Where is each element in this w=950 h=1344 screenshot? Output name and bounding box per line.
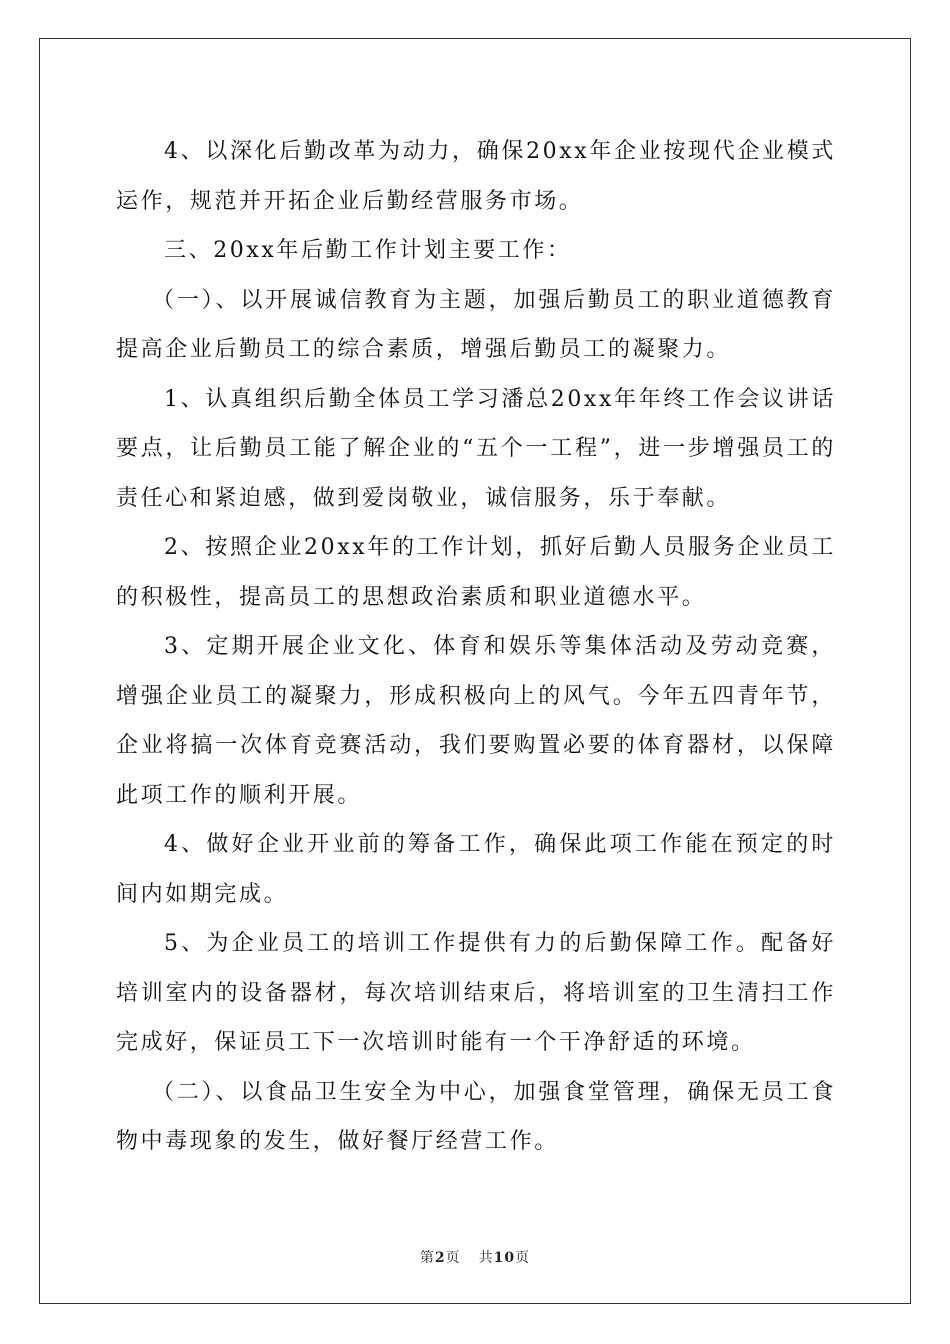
subsection-heading: （一）、以开展诚信教育为主题，加强后勤员工的职业道德教育提高企业后勤员工的综合素质，增强后勤员工的凝聚力。 <box>116 287 836 362</box>
paragraph: 4、做好企业开业前的筹备工作，确保此项工作能在预定的时间内如期完成。 <box>116 832 836 907</box>
total-suffix: 页 <box>515 1250 531 1266</box>
paragraph: 1、认真组织后勤全体员工学习潘总20xx年年终工作会议讲话要点，让后勤员工能了解企业的“五个一工程”，进一步增强员工的责任心和紧迫感，做到爱岗敬业，诚信服务，乐于奉献。 <box>116 386 836 511</box>
total-pages-number: 10 <box>493 1250 516 1266</box>
section-heading: 三、20xx年后勤工作计划主要工作： <box>164 238 572 263</box>
page-prefix: 第 <box>419 1250 435 1266</box>
document-body <box>116 127 836 1167</box>
paragraph: 5、为企业员工的培训工作提供有力的后勤保障工作。配备好培训室内的设备器材，每次培训结束后，将培训室的卫生清扫工作完成好，保证员工下一次培训时能有一个干净舒适的环境。 <box>116 931 836 1055</box>
paragraph: 3、定期开展企业文化、体育和娱乐等集体活动及劳动竞赛，增强企业员工的凝聚力，形成积极向上的风气。今年五四青年节，企业将搞一次体育竞赛活动，我们要购置必要的体育器材，以保障此项工作的顺利开展。 <box>116 634 836 808</box>
current-page-number: 2 <box>434 1250 446 1266</box>
paragraph: 2、按照企业20xx年的工作计划，抓好后勤人员服务企业员工的积极性，提高员工的思想政治素质和职业道德水平。 <box>116 535 836 610</box>
page-suffix: 页 <box>445 1250 461 1266</box>
page-footer <box>0 1247 950 1267</box>
total-prefix: 共 <box>478 1250 494 1266</box>
subsection-heading: （二）、以食品卫生安全为中心，加强食堂管理，确保无员工食物中毒现象的发生，做好餐厅经营工作。 <box>116 1079 836 1154</box>
paragraph: 4、以深化后勤改革为动力，确保20xx年企业按现代企业模式运作，规范并开拓企业后勤经营服务市场。 <box>116 139 836 214</box>
